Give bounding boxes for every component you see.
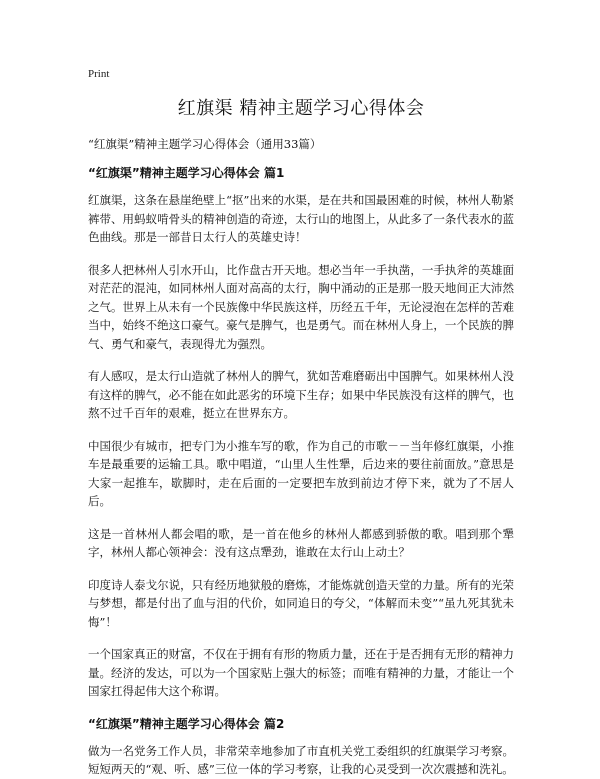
paragraph: 一个国家真正的财富，不仅在于拥有有形的物质力量，还在于是否拥有无形的精神力量。经济的发达，可以为一个国家贴上强大的标签；而唯有精神的力量，才能让一个国家扛得起伟大这个称谓。	[88, 647, 514, 698]
document-subtitle: “红旗渠”精神主题学习心得体会（通用33篇）	[88, 137, 322, 151]
paragraph: 有人感叹，是太行山造就了林州人的脾气，犹如苦难磨砺出中国脾气。如果林州人没有这样的脾气，必不能在如此恶劣的环境下生存；如果中华民族没有这样的脾气，也熬不过千百年的艰难，挺立在世界东方。	[88, 369, 514, 420]
paragraph: 很多人把林州人引水开山，比作盘古开天地。想必当年一手执凿，一手执斧的英雄面对茫茫的混沌，如同林州人面对高高的太行，胸中涌动的正是那一股天地间正大沛然之气。世界上从未有一个民族像中华民族这样，历经五千年，无论浸泡在怎样的苦难当中，始终不绝这口豪气。豪气是脾气，也是勇气。而在林州人身上，一个民族的脾气、勇气和豪气，表现得尤为强烈。	[88, 262, 514, 351]
paragraph: 印度诗人泰戈尔说，只有经历地狱般的磨炼，才能炼就创造天堂的力量。所有的光荣与梦想，都是付出了血与泪的代价，如同追日的夸父，“体解而未变”“虽九死其犹未悔”！	[88, 577, 514, 629]
section-1	[88, 164, 514, 701]
print-label[interactable]: Print	[88, 68, 110, 80]
section-2	[88, 715, 514, 779]
section-heading: “红旗渠”精神主题学习心得体会 篇2	[88, 716, 285, 731]
paragraph: 红旗渠，这条在悬崖绝壁上“抠”出来的水渠，是在共和国最困难的时候，林州人勒紧裤带、用蚂蚁啃骨头的精神创造的奇迹，太行山的地图上，从此多了一条代表水的蓝色曲线。那是一部昔日太行人的英雄史诗！	[88, 193, 514, 244]
paragraph: 中国很少有城市，把专门为小推车写的歌，作为自己的市歌－－当年修红旗渠，小推车是最重要的运输工具。歌中唱道，“山里人生性犟，后边来的要往前面放。”意思是大家一起推车，歇脚时，走在后面的一定要把车放到前边才停下来，就为了不居人后。	[88, 438, 514, 508]
paragraph: 这是一首林州人都会唱的歌，是一首在他乡的林州人都感到骄傲的歌。唱到那个犟字，林州人都心领神会：没有这点犟劲，谁敢在太行山上动土？	[88, 526, 514, 559]
section-heading: “红旗渠”精神主题学习心得体会 篇1	[88, 166, 285, 180]
page-title: 红旗渠 精神主题学习心得体会	[177, 98, 425, 119]
paragraph: 做为一名党务工作人员，非常荣幸地参加了市直机关党工委组织的红旗渠学习考察。短短两天的“观、听、感”三位一体的学习考察，让我的心灵受到一次次震撼和洗礼。	[88, 743, 514, 776]
